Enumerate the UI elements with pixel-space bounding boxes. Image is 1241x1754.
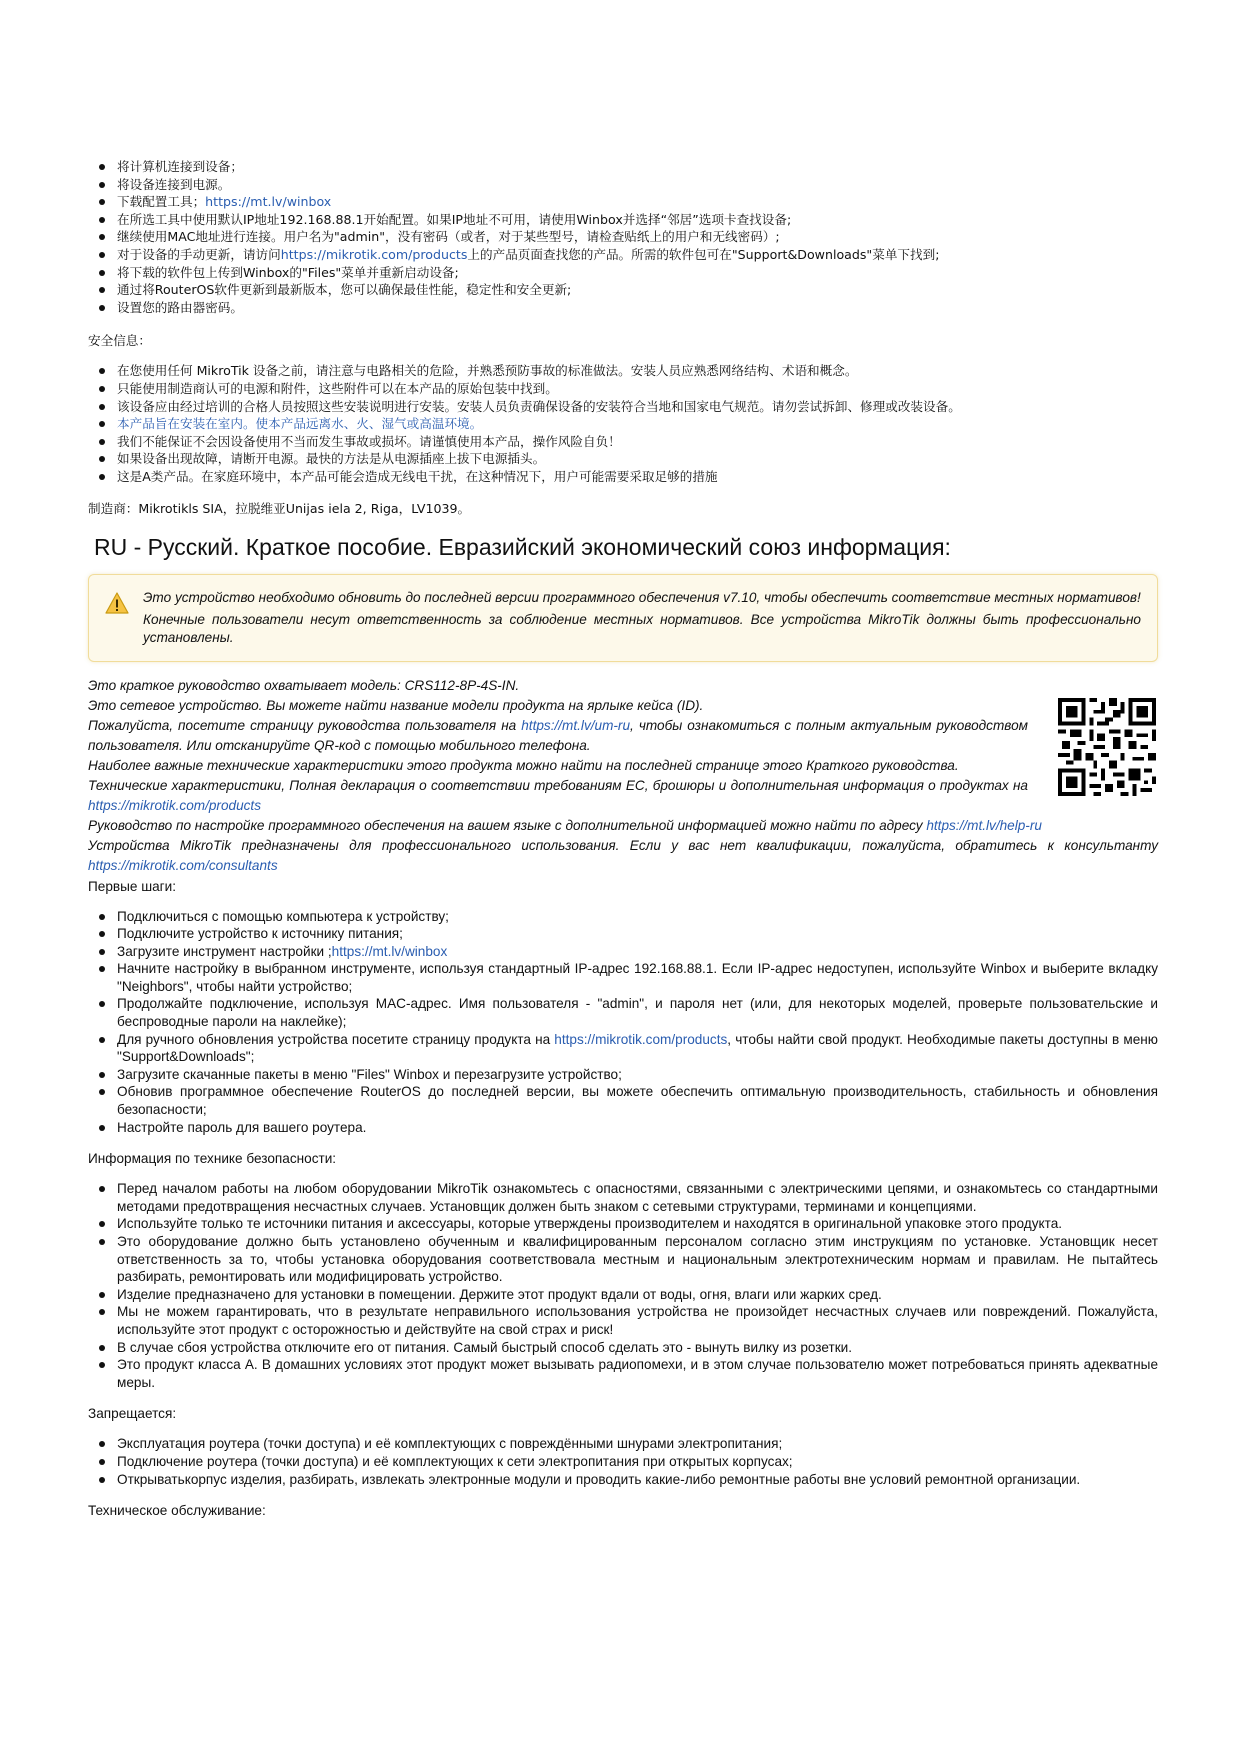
help-link[interactable]: https://mt.lv/help-ru bbox=[926, 817, 1042, 833]
list-item: 如果设备出现故障，请断开电源。最快的方法是从电源插座上拔下电源插头。 bbox=[117, 450, 1158, 468]
list-item: 下载配置工具；https://mt.lv/winbox bbox=[117, 193, 1158, 211]
list-item: Мы не можем гарантировать, что в результате неправильного использования устройства не произойдет несчастных случаев или повреждений. Пожалуйста, используйте этот продукт с осторожностью и действуйте на свой страх и риск! bbox=[117, 1304, 1158, 1337]
list-item: 将下载的软件包上传到Winbox的"Files"菜单并重新启动设备; bbox=[117, 264, 1158, 282]
consultants-link[interactable]: https://mikrotik.com/consultants bbox=[88, 857, 278, 873]
user-manual-link[interactable]: https://mt.lv/um-ru bbox=[521, 717, 631, 733]
ru-forbidden-title: Запрещается: bbox=[88, 1406, 177, 1422]
list-item: Это продукт класса А. В домашних условиях этот продукт может вызывать радиопомехи, и в этом случае пользователю может потребоваться принять адекватные меры. bbox=[117, 1357, 1158, 1390]
list-item: Эксплуатация роутера (точки доступа) и её комплектующих с повреждёнными шнурами электропитания; bbox=[117, 1435, 1158, 1453]
list-item: Это оборудование должно быть установлено обученным и квалифицированным персоналом согласно этим инструкциям по установке. Установщик несет ответственность за то, чтобы установка оборудования соответствовала местным и национальным электротехническим нормам и правилам. Не пытайтесь разбирать, ремонтировать или модифицировать устройство. bbox=[117, 1234, 1158, 1285]
intro-specs-note: Наиболее важные технические характеристики этого продукта можно найти на последней странице этого Краткого руководства. bbox=[88, 757, 959, 773]
cn-manufacturer: 制造商：Mikrotikls SIA，拉脱维亚Unijas iela 2, Riga，LV1039。 bbox=[88, 500, 471, 516]
list-item: Подключиться с помощью компьютера к устройству; bbox=[117, 908, 1158, 926]
list-item: 本产品旨在安装在室内。使本产品远离水、火、湿气或高温环境。 bbox=[117, 415, 1158, 433]
list-item-link[interactable]: https://mt.lv/winbox bbox=[331, 943, 448, 959]
cn-safety-list bbox=[88, 362, 1158, 485]
intro-model: Это краткое руководство охватывает модель: CRS112-8P-4S-IN. bbox=[88, 677, 520, 693]
warning-icon bbox=[105, 592, 129, 614]
list-item: 只能使用制造商认可的电源和附件，这些附件可以在本产品的原始包装中找到。 bbox=[117, 380, 1158, 398]
list-item: Начните настройку в выбранном инструменте, используя стандартный IP-адрес 192.168.88.1. Если IP-адрес недоступен, используйте Winbox и выберите вкладку "Neighbors", чтобы найти устройство; bbox=[117, 961, 1158, 994]
list-item: Обновив программное обеспечение RouterOS до последней версии, вы можете обеспечить оптимальную производительность, стабильность и обновления безопасности; bbox=[117, 1084, 1158, 1118]
document-page bbox=[88, 158, 1158, 1520]
list-item: Подключение роутера (точки доступа) и её комплектующих к сети электропитания при открытых корпусах; bbox=[117, 1453, 1158, 1471]
list-item-link[interactable]: https://mt.lv/winbox bbox=[205, 194, 332, 210]
ru-forbidden-list bbox=[88, 1435, 1158, 1488]
list-item: 对于设备的手动更新，请访问https://mikrotik.com/products上的产品页面查找您的产品。所需的软件包可在"Support&Downloads"菜单下找到; bbox=[117, 246, 1158, 264]
list-item: 将计算机连接到设备； bbox=[117, 158, 1158, 176]
intro-manual: Пожалуйста, посетите страницу руководства пользователя на https://mt.lv/um-ru, чтобы ознакомиться с полным актуальным руководством пользователя. Или отсканируйте QR-код с помощью мобильного телефона. bbox=[88, 717, 1028, 753]
list-item: Используйте только те источники питания и аксессуары, которые утверждены производителем и находятся в оригинальной упаковке этого продукта. bbox=[117, 1215, 1158, 1233]
qr-code bbox=[1058, 698, 1156, 796]
list-item-link[interactable]: https://mikrotik.com/products bbox=[280, 246, 468, 262]
ru-maintenance-title: Техническое обслуживание: bbox=[88, 1503, 266, 1519]
list-item: 我们不能保证不会因设备使用不当而发生事故或损坏。请谨慎使用本产品，操作风险自负！ bbox=[117, 433, 1158, 451]
list-item: Загрузите скачанные пакеты в меню "Files" Winbox и перезагрузите устройство; bbox=[117, 1066, 1158, 1084]
list-item-link[interactable]: https://mikrotik.com/products bbox=[554, 1031, 728, 1047]
list-item: 这是A类产品。在家庭环境中，本产品可能会造成无线电干扰，在这种情况下，用户可能需要采取足够的措施 bbox=[117, 468, 1158, 486]
intro-label-note: Это сетевое устройство. Вы можете найти название модели продукта на ярлыке кейса (ID). bbox=[88, 697, 704, 713]
cn-steps-list bbox=[88, 158, 1158, 316]
warning-line-1: Это устройство необходимо обновить до последней версии программного обеспечения v7.10, чтобы обеспечить соответствие местных нормативов! bbox=[143, 589, 1141, 605]
warning-panel bbox=[88, 574, 1158, 662]
intro-docs: Технические характеристики, Полная декларация о соответствии требованиям ЕС, брошюры и дополнительная информация о продуктах на https://mikrotik.com/products bbox=[88, 777, 1028, 813]
list-item: 继续使用MAC地址进行连接。用户名为"admin"，没有密码（或者，对于某些型号，请检查贴纸上的用户和无线密码）; bbox=[117, 228, 1158, 246]
intro-block bbox=[88, 676, 1158, 876]
intro-help: Руководство по настройке программного обеспечения на вашем языке с дополнительной информацией можно найти по адресу https://mt.lv/help-ru bbox=[88, 817, 1042, 833]
warning-line-2: Конечные пользователи несут ответственность за соблюдение местных нормативов. Все устройства MikroTik должны быть профессионально установлены. bbox=[143, 611, 1141, 645]
list-item: Продолжайте подключение, используя MAC-адрес. Имя пользователя - "admin", и пароля нет (или, для некоторых моделей, проверьте пользовательские и беспроводные пароли на наклейке); bbox=[117, 996, 1158, 1030]
list-item: 将设备连接到电源。 bbox=[117, 176, 1158, 194]
list-item: 在您使用任何 MikroTik 设备之前，请注意与电路相关的危险，并熟悉预防事故的标准做法。安装人员应熟悉网络结构、术语和概念。 bbox=[117, 362, 1158, 380]
list-item: Открыватькорпус изделия, разбирать, извлекать электронные модули и проводить какие-либо ремонтные работы вне условий ремонтной организации. bbox=[117, 1471, 1158, 1489]
list-item: 设置您的路由器密码。 bbox=[117, 299, 1158, 317]
products-link[interactable]: https://mikrotik.com/products bbox=[88, 797, 261, 813]
ru-first-steps-title: Первые шаги: bbox=[88, 878, 177, 894]
list-item: 该设备应由经过培训的合格人员按照这些安装说明进行安装。安装人员负责确保设备的安装符合当地和国家电气规范。请勿尝试拆卸、修理或改装设备。 bbox=[117, 398, 1158, 416]
list-item: Перед началом работы на любом оборудовании MikroTik ознакомьтесь с опасностями, связанными с электрическими цепями, и ознакомьтесь со стандартными методами предотвращения несчастных случаев. Установщик должен быть знаком с сетевыми структурами, терминами и концепциями. bbox=[117, 1181, 1158, 1214]
ru-safety-list bbox=[88, 1180, 1158, 1391]
ru-steps-list bbox=[88, 908, 1158, 1137]
list-item: Настройте пароль для вашего роутера. bbox=[117, 1119, 1158, 1137]
list-item: Изделие предназначено для установки в помещении. Держите этот продукт вдали от воды, огня, влаги или жарких сред. bbox=[117, 1286, 1158, 1304]
ru-section-heading: RU - Русский. Краткое пособие. Евразийский экономический союз информация: bbox=[94, 533, 951, 560]
list-item: 在所选工具中使用默认IP地址192.168.88.1开始配置。如果IP地址不可用，请使用Winbox并选择“邻居”选项卡查找设备; bbox=[117, 211, 1158, 229]
cn-safety-title: 安全信息： bbox=[88, 333, 151, 349]
list-item: В случае сбоя устройства отключите его от питания. Самый быстрый способ сделать это - вынуть вилку из розетки. bbox=[117, 1339, 1158, 1357]
list-item: Загрузите инструмент настройки ;https://mt.lv/winbox bbox=[117, 943, 1158, 961]
ru-safety-title: Информация по технике безопасности: bbox=[88, 1151, 337, 1167]
list-item: Подключите устройство к источнику питания; bbox=[117, 925, 1158, 943]
list-item: Для ручного обновления устройства посетите страницу продукта на https://mikrotik.com/products, чтобы найти свой продукт. Необходимые пакеты доступны в меню "Support&Downloads"; bbox=[117, 1031, 1158, 1065]
intro-professional: Устройства MikroTik предназначены для профессионального использования. Если у вас нет квалификации, пожалуйста, обратитесь к консультанту https://mikrotik.com/consultants bbox=[88, 837, 1158, 873]
list-item: 通过将RouterOS软件更新到最新版本，您可以确保最佳性能，稳定性和安全更新; bbox=[117, 281, 1158, 299]
